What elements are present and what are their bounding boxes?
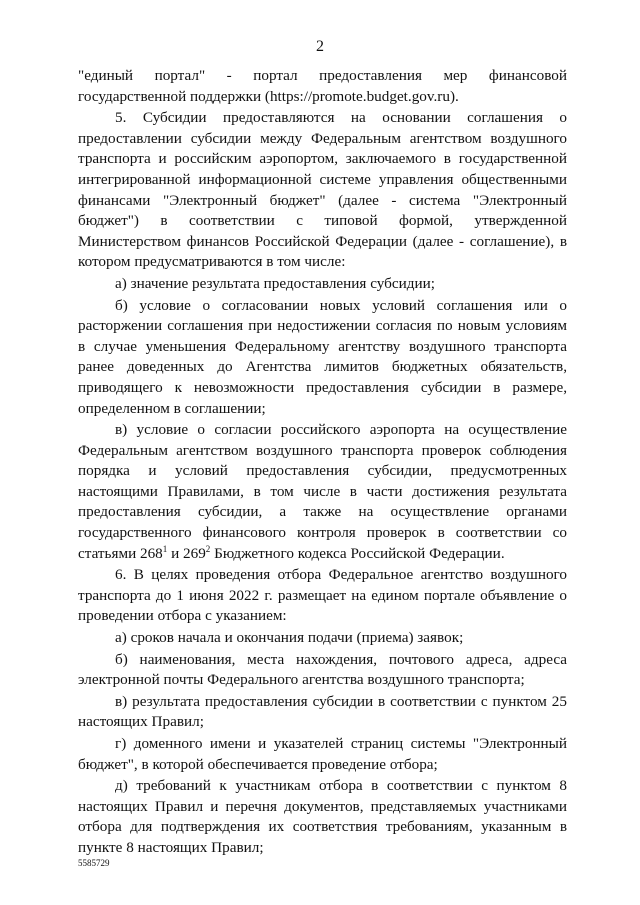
paragraph-5: 5. Субсидии предоставляются на основании соглашения о предоставлении субсидии между Федеральным агентством воздушного транспорта и российским аэропортом, заключаемого в государственной интегрированной информационной системе управления общественными финансами "Электронный бюджет" (далее - система "Электронный бюджет") в соответствии с типовой формой, утвержденной Министерством финансов Российской Федерации (далее - соглашение), в котором предусматриваются в том числе: (78, 109, 567, 271)
superscript-268: 1 (162, 543, 168, 554)
paragraph-5v-text-c: Бюджетного кодекса Российской Федерации. (210, 544, 505, 562)
document-code: 5585729 (78, 858, 110, 868)
document-body (78, 66, 567, 859)
paragraph-5b: б) условие о согласовании новых условий соглашения или о расторжении соглашения при недостижении согласия по новым условиям в случае уменьшения Федеральному агентству воздушного транспорта ранее доведенных до Агентства лимитов бюджетных обязательств, приводящего к невозможности предоставления субсидии в размере, определенном в соглашении; (78, 296, 567, 417)
paragraph-6v: в) результата предоставления субсидии в соответствии с пунктом 25 настоящих Правил; (78, 692, 567, 731)
page-number: 2 (316, 38, 324, 55)
paragraph-5v (78, 420, 567, 564)
paragraph-5v-text-a: в) условие о согласии российского аэропорта на осуществление Федеральным агентством воздушного транспорта проверок соблюдения порядка и условий предоставления субсидии, предусмотренных настоящими Правилами, в том числе в части достижения результата предоставления субсидии, а также на осуществление органами государственного финансового контроля проверок в соответствии со статьями 268 (78, 421, 567, 562)
paragraph-5v-text-b: и 269 (167, 544, 206, 562)
paragraph-6g: г) доменного имени и указателей страниц системы "Электронный бюджет", в которой обеспечивается проведение отбора; (78, 735, 567, 773)
superscript-269: 2 (205, 543, 211, 554)
paragraph-6d: д) требований к участникам отбора в соответствии с пунктом 8 настоящих Правил и перечня документов, представляемых участниками отбора для подтверждения их соответствия требованиям, указанным в пункте 8 настоящих Правил; (78, 777, 567, 856)
paragraph-6a: а) сроков начала и окончания подачи (приема) заявок; (115, 629, 464, 647)
paragraph-5a: а) значение результата предоставления субсидии; (115, 274, 435, 292)
paragraph-6: 6. В целях проведения отбора Федеральное агентство воздушного транспорта до 1 июня 2022 г. размещает на едином портале объявление о проведении отбора с указанием: (78, 566, 567, 625)
paragraph-portal-definition: "единый портал" - портал предоставления мер финансовой государственной поддержки (https://promote.budget.gov.ru). (78, 67, 567, 105)
paragraph-6b: б) наименования, места нахождения, почтового адреса, адреса электронной почты Федерального агентства воздушного транспорта; (78, 650, 567, 689)
